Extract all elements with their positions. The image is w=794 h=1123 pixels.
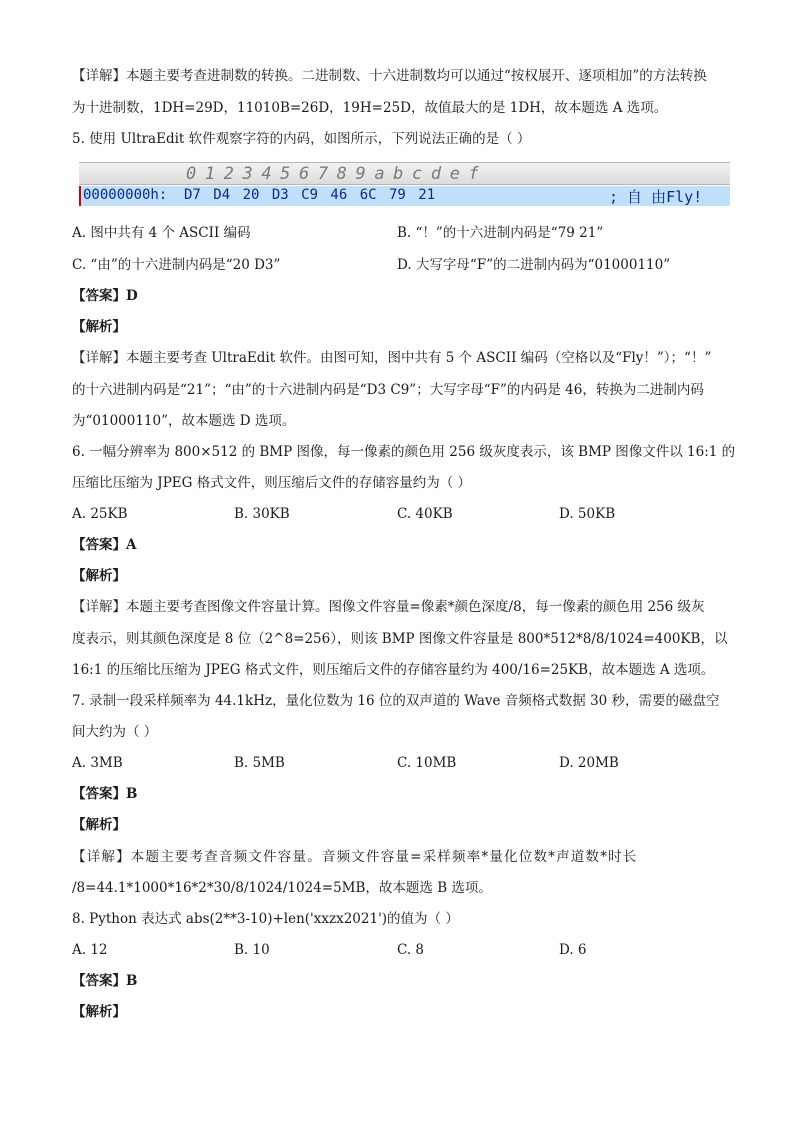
q5-option-b: B. “！”的十六进制内码是“79 21”: [397, 225, 604, 241]
q5-detail-line: 的十六进制内码是“21”；“由”的十六进制内码是“D3 C9”；大写字母“F”的内码是 46，转换为二进制内码: [72, 382, 704, 398]
q6-detail-line: 【详解】本题主要考查图像文件容量计算。图像文件容量=像素*颜色深度/8，每一像素的颜色用 256 级灰: [72, 599, 705, 615]
q8-option-a: A. 12: [72, 942, 108, 958]
hex-column-header: [79, 162, 730, 185]
q6-detail-line: 16:1 的压缩比压缩为 JPEG 格式文件，则压缩后文件的存储容量约为 400/16=25KB，故本题选 A 选项。: [72, 662, 715, 678]
cursor-caret: [79, 186, 81, 206]
q6-option-d: D. 50KB: [559, 506, 616, 522]
q7-option-a: A. 3MB: [72, 755, 123, 771]
explanation-line: 【详解】本题主要考查进制数的转换。二进制数、十六进制数均可以通过“按权展开、逐项相加”的方法转换: [72, 68, 707, 84]
question-7: 7. 录制一段采样频率为 44.1kHz，量化位数为 16 位的双声道的 Wave 音频格式数据 30 秒，需要的磁盘空: [72, 693, 720, 709]
q8-option-c: C. 8: [397, 942, 425, 958]
q6-detail-line: 度表示，则其颜色深度是 8 位（2^8=256），则该 BMP 图像文件容量是 800*512*8/8/1024=400KB，以: [72, 631, 728, 647]
hex-data-row: [79, 186, 730, 206]
q5-option-a: A. 图中共有 4 个 ASCII 编码: [72, 225, 251, 241]
q6-analysis-heading: 【解析】: [72, 568, 126, 584]
q7-detail-line: 【详解】本题主要考查音频文件容量。音频文件容量=采样频率*量化位数*声道数*时长: [72, 849, 638, 865]
q7-answer: 【答案】B: [72, 786, 138, 802]
q8-option-b: B. 10: [234, 942, 270, 958]
q7-analysis-heading: 【解析】: [72, 817, 126, 833]
q7-option-d: D. 20MB: [559, 755, 619, 771]
q7-detail-line: /8=44.1*1000*16*2*30/8/1024/1024=5MB，故本题选 B 选项。: [72, 880, 492, 896]
hex-bytes: D7 D4 20 D3 C9 46 6C 79 21: [184, 187, 436, 203]
q5-answer: 【答案】D: [72, 288, 138, 304]
ultraedit-hex-view: [79, 162, 730, 208]
q5-option-c: C. “由”的十六进制内码是“20 D3”: [72, 257, 281, 273]
q5-detail-line: 【详解】本题主要考查 UltraEdit 软件。由图可知，图中共有 5 个 ASCII 编码（空格以及“Fly！”）；“！”: [72, 350, 712, 366]
q5-detail-line: 为“01000110”，故本题选 D 选项。: [72, 413, 296, 429]
hex-column-labels: 0123456789abcdef: [186, 164, 488, 184]
q7-option-c: C. 10MB: [397, 755, 457, 771]
question-6: 6. 一幅分辨率为 800×512 的 BMP 图像，每一像素的颜色用 256 级灰度表示，该 BMP 图像文件以 16:1 的: [72, 444, 736, 460]
q6-option-a: A. 25KB: [72, 506, 128, 522]
hex-address: 00000000h:: [83, 187, 168, 203]
q8-analysis-heading: 【解析】: [72, 1004, 126, 1020]
q6-option-b: B. 30KB: [234, 506, 290, 522]
hex-text-preview: ; 自 由Fly!: [609, 188, 703, 206]
question-8: 8. Python 表达式 abs(2**3-10)+len('xxzx2021')的值为（ ）: [72, 911, 459, 927]
q6-answer: 【答案】A: [72, 537, 137, 553]
q8-answer: 【答案】B: [72, 973, 138, 989]
q5-option-d: D. 大写字母“F”的二进制内码为“01000110”: [397, 257, 671, 273]
explanation-line: 为十进制数，1DH=29D，11010B=26D，19H=25D，故值最大的是 1DH，故本题选 A 选项。: [72, 100, 668, 116]
question-7: 间大约为（ ）: [72, 724, 158, 740]
q6-option-c: C. 40KB: [397, 506, 453, 522]
question-6: 压缩比压缩为 JPEG 格式文件，则压缩后文件的存储容量约为（ ）: [72, 475, 472, 491]
question-5: 5. 使用 UltraEdit 软件观察字符的内码，如图所示，下列说法正确的是（ ）: [72, 131, 531, 147]
q5-analysis-heading: 【解析】: [72, 319, 126, 335]
q7-option-b: B. 5MB: [234, 755, 285, 771]
q8-option-d: D. 6: [559, 942, 587, 958]
